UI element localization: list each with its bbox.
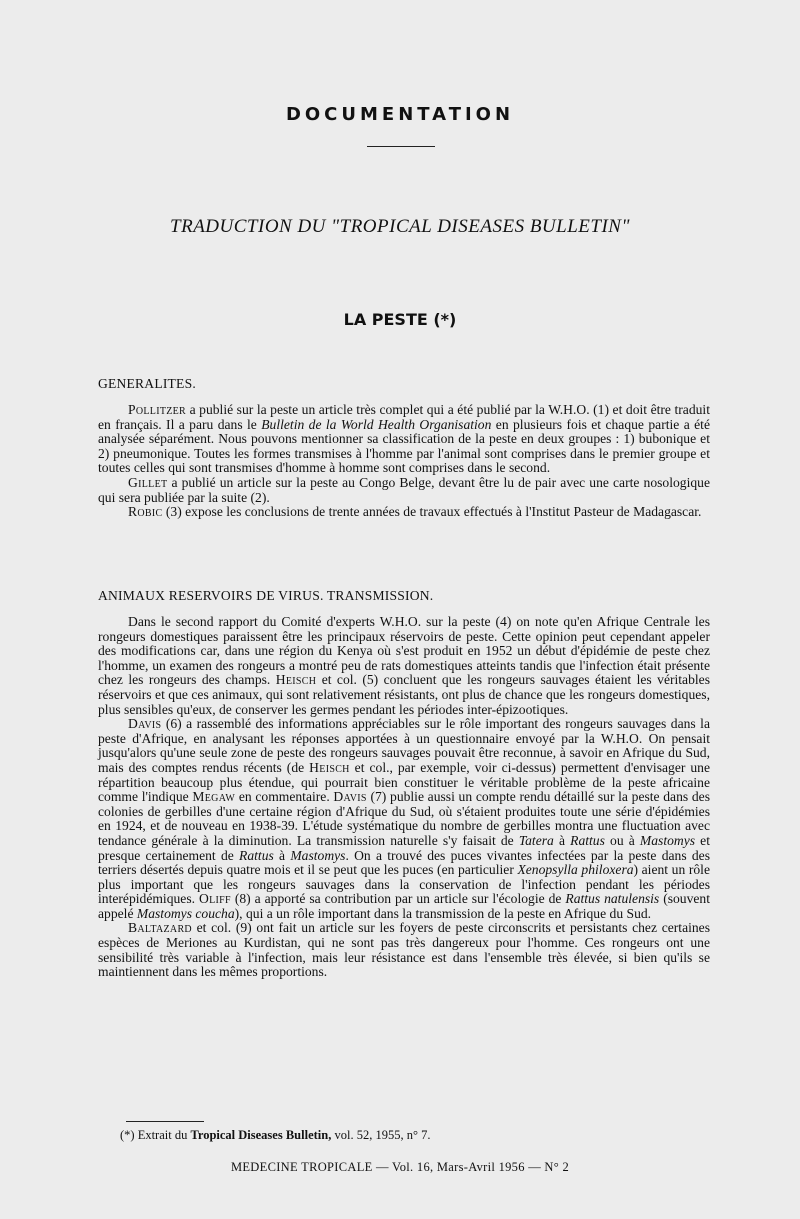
paragraph: [98, 921, 710, 979]
journal-name: Bulletin de la World Health Organisation: [261, 416, 492, 432]
paragraph-text: . On a trouvé des puces vivantes infectées par la peste dans des terriers désertés depuis quatre mois et il se peut que les puces (en particulier: [98, 847, 710, 878]
author-name: Oliff: [198, 891, 231, 907]
author-name: Gillet: [128, 474, 168, 490]
author-name: Megaw: [192, 789, 236, 805]
section-heading-animaux: ANIMAUX RESERVOIRS DE VIRUS. TRANSMISSION.: [98, 588, 434, 603]
paragraph-text: (3) expose les conclusions de trente années de travaux effectués à l'Institut Pasteur de Madagascar.: [162, 504, 702, 520]
genus-name: Mastomys: [290, 847, 346, 863]
section-body-generalites: [98, 403, 710, 520]
section-body-animaux: [98, 615, 710, 980]
paragraph: [98, 717, 710, 921]
author-name: Heisch: [275, 672, 317, 688]
footnote-marker: (*) Extrait du: [120, 1128, 191, 1142]
footnote: [120, 1128, 430, 1143]
author-name: Heisch: [309, 759, 350, 775]
footnote-rest: vol. 52, 1955, n° 7.: [331, 1128, 431, 1142]
paragraph-text: à: [273, 847, 291, 863]
paragraph-text: et col. (5) concluent que les rongeurs sauvages étaient les véritables réservoirs et que ces animaux, qui sont relativement résistants, ont plus de chance que les rongeurs domestiques, plus sensibles qu'eux, de conserver les germes pendant les périodes inter-épizootiques.: [98, 672, 710, 717]
paragraph-text: et presque certainement de: [98, 832, 710, 863]
author-name: Pollitzer: [128, 402, 187, 417]
paragraph-text: en commentaire.: [235, 789, 334, 805]
document-subtitle: TRADUCTION DU "TROPICAL DISEASES BULLETIN": [170, 216, 630, 237]
author-name: Davis: [128, 716, 162, 732]
paragraph: [98, 476, 710, 505]
paragraph-text: a publié un article sur la peste au Congo Belge, devant être lu de pair avec une carte nosologique qui sera publiée par la suite (2).: [98, 474, 710, 505]
species-name: Xenopsylla philoxera: [517, 862, 634, 878]
species-name: Rattus natulensis: [565, 891, 660, 907]
paragraph-text: ) aient un rôle plus important que les rongeurs sauvages dans la conservation de l'infection pendant les périodes interépidémiques.: [98, 862, 710, 907]
page-footer: MEDECINE TROPICALE — Vol. 16, Mars-Avril 1956 — N° 2: [230, 1160, 570, 1174]
masthead-rule: [367, 146, 435, 147]
paragraph-text: en plusieurs fois et chaque partie a été analysée séparément. Nous pouvons mentionner sa classification de la peste en deux groupes : 1) bubonique et 2) pneumonique. Toutes les formes transmises à l'homme par l'animal sont comprises dans le premier groupe et toutes celles qui sont transmises d'homme à homme sont comprises dans le second.: [98, 416, 710, 476]
author-name: Robic: [128, 504, 163, 520]
genus-name: Rattus: [239, 847, 274, 863]
masthead: DOCUMENTATION: [285, 104, 515, 125]
paragraph-text: Dans le second rapport du Comité d'experts W.H.O. sur la peste (4) on note qu'en Afrique Centrale les rongeurs domestiques paraissent être les principaux réservoirs de peste. Cette opinion peut cependant appeler des modifications car, dans une région du Kenya où s'est produit en 1952 un début d'épidémie de peste chez l'homme, un examen des rongeurs a montré peu de rats domestiques atteints tandis que l'infection était présente chez les rongeurs des champs.: [98, 614, 710, 688]
paragraph-text: ), qui a un rôle important dans la transmission de la peste en Afrique du Sud.: [234, 905, 652, 921]
genus-name: Tatera: [518, 832, 554, 848]
paragraph-text: (souvent appelé: [98, 891, 711, 921]
paragraph-text: (6) a rassemblé des informations appréciables sur le rôle important des rongeurs sauvages dans la peste d'Afrique, en analysant les réponses apportées à un questionnaire envoyé par la W.H.O. On pensait jusqu'alors qu'une seule zone de peste des rongeurs sauvages pouvait être reconnue, à savoir en Afrique du Sud, mais des comptes rendus récents (de: [98, 716, 710, 775]
footnote-source: Tropical Diseases Bulletin,: [190, 1128, 332, 1142]
paragraph-text: a publié sur la peste un article très complet qui a été publié par la W.H.O. (1) et doit être traduit en français. Il a paru dans le: [98, 402, 710, 432]
paragraph: [98, 505, 710, 520]
author-name: Davis: [333, 789, 367, 805]
article-title: LA PESTE (*): [343, 310, 457, 329]
genus-name: Mastomys: [639, 832, 696, 848]
paragraph-text: et col. (9) ont fait un article sur les foyers de peste circonscrits et persistants chez certaines espèces de Meriones au Kurdistan, qui ne sont pas très dangereux pour l'homme. Ces rongeurs ont une sensibilité très variable à l'infection, mais leur résistance est dans l'ensemble très élevée, si bien qu'ils se maintiennent dans les mêmes proportions.: [98, 920, 710, 980]
paragraph: [98, 615, 710, 717]
paragraph: [98, 403, 710, 476]
species-name: Mastomys coucha: [136, 905, 235, 921]
footnote-rule: [126, 1121, 204, 1122]
section-heading-generalites: GENERALITES.: [98, 376, 196, 391]
paragraph-text: (7) publie aussi un compte rendu détaillé sur la peste dans des colonies de gerbilles d'une certaine région d'Afrique du Sud, où s'étaient produites toute une série d'épidémies en 1924, et de nouveau en 1938-39. L'étude systématique du nombre de gerbilles montra une fluctuation avec tendance générale à la diminution. La transmission naturelle s'y faisait de: [98, 789, 710, 848]
paragraph-text: (8) a apporté sa contribution par un article sur l'écologie de: [230, 891, 566, 907]
genus-name: Rattus: [570, 832, 605, 848]
author-name: Baltazard: [128, 920, 192, 936]
paragraph-text: à: [553, 832, 571, 848]
paragraph-text: et col., par exemple, voir ci-dessus) permettent d'envisager une répartition beaucoup plus étendue, qui pourrait bien constituer le véritable problème de la peste africaine comme l'indique: [98, 759, 711, 805]
paragraph-text: ou à: [604, 832, 640, 848]
